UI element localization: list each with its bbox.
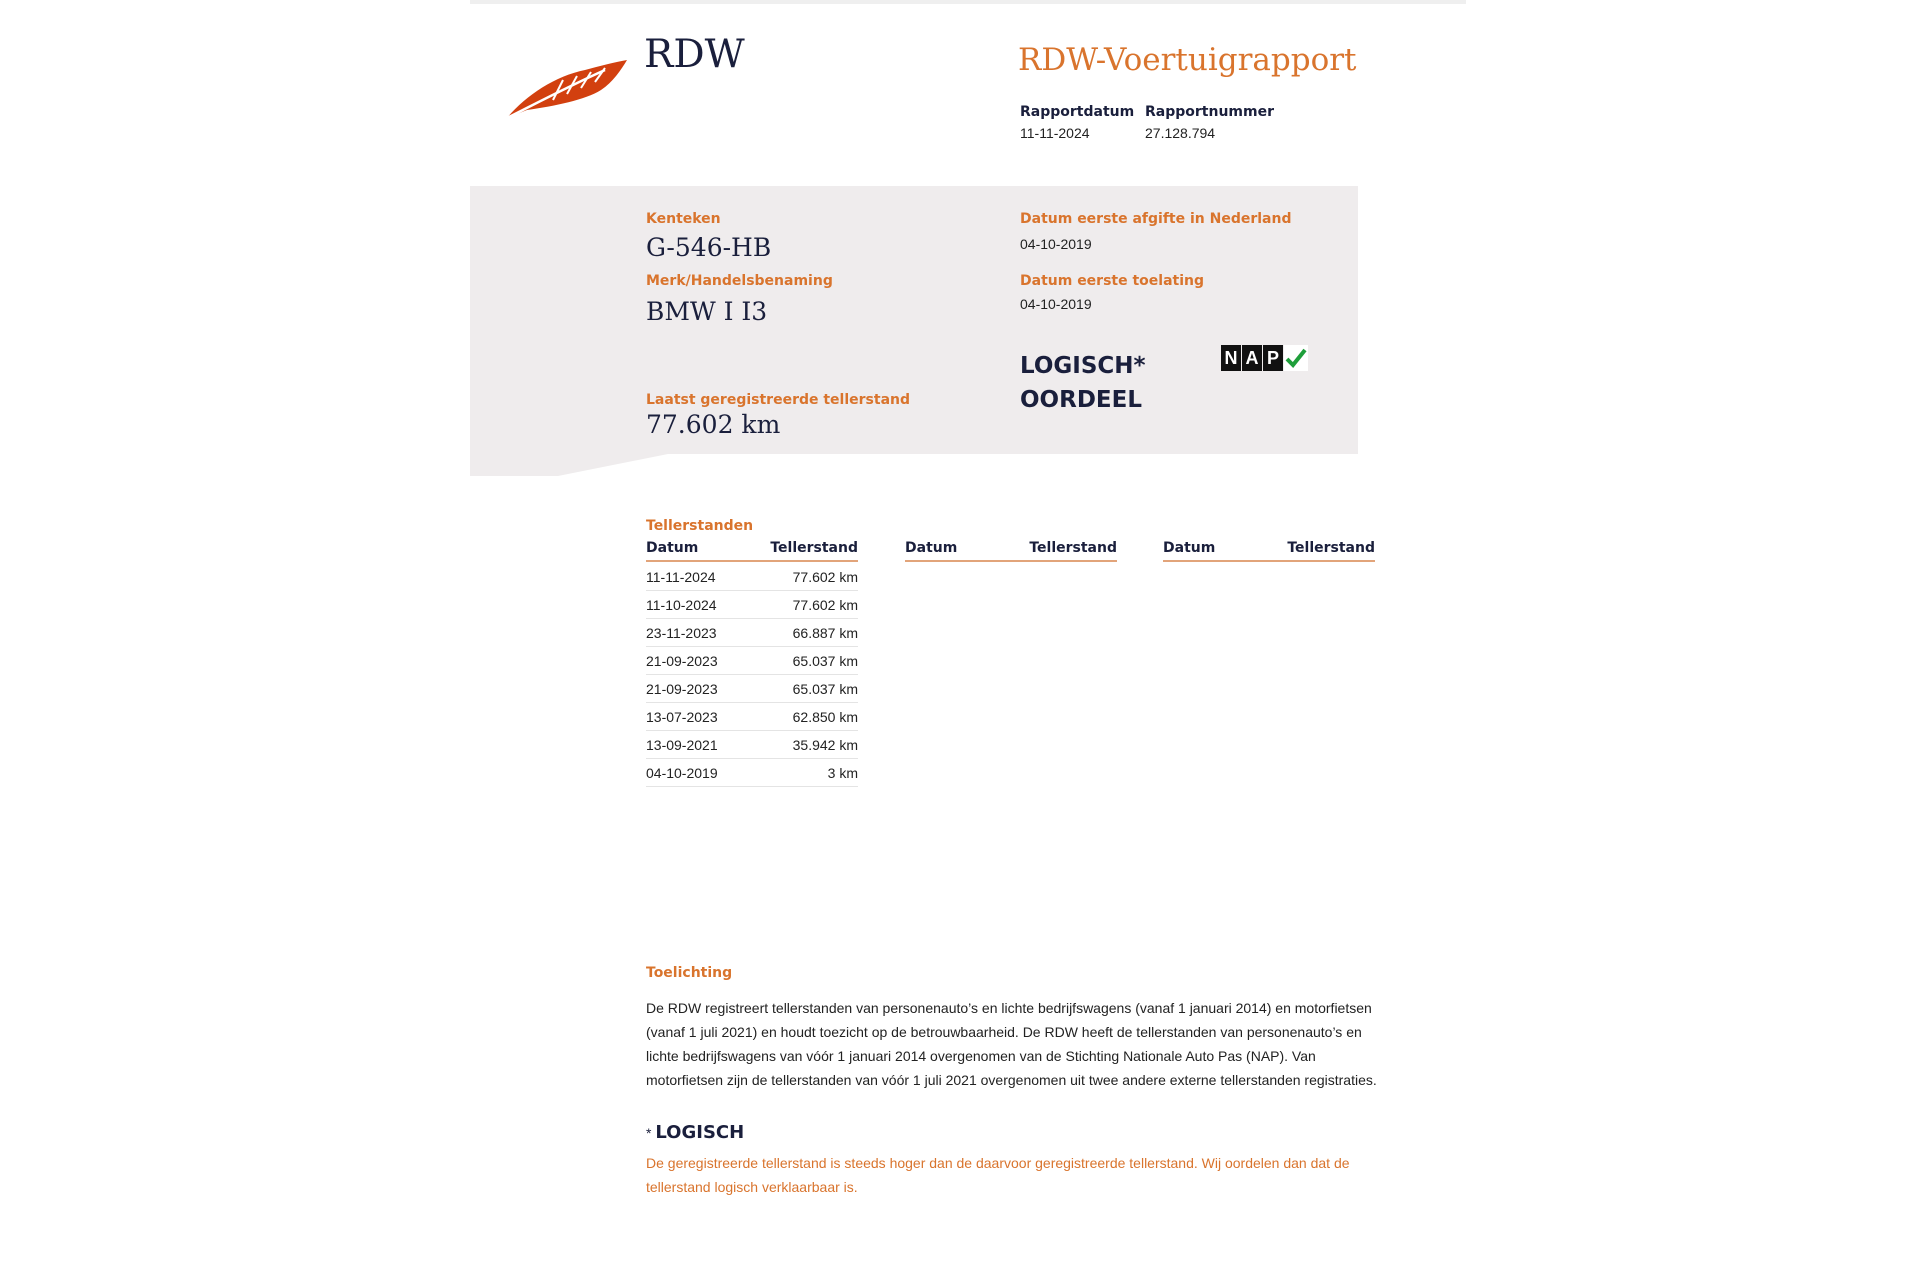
row-value: 35.942 km xyxy=(792,737,858,753)
nap-letter-a: A xyxy=(1242,345,1262,371)
brand-name: RDW xyxy=(644,32,745,77)
odometer-label: Laatst geregistreerde tellerstand xyxy=(646,392,911,408)
row-date: 21-09-2023 xyxy=(646,653,718,669)
verdict-note: De geregistreerde tellerstand is steeds hoger dan de daarvoor geregistreerde tellerstand. Wij oordelen dan dat de tellerstand logisch verklaarbaar is. xyxy=(646,1155,1350,1195)
explanation-title: Toelichting xyxy=(646,965,733,981)
nap-letter-n: N xyxy=(1221,345,1241,371)
panel-tab-slope xyxy=(558,454,668,476)
table-row xyxy=(646,731,858,759)
report-number-label: Rapportnummer xyxy=(1145,104,1274,120)
row-date: 13-07-2023 xyxy=(646,709,718,725)
verdict-line1: LOGISCH* xyxy=(1020,353,1146,379)
header-date: Datum xyxy=(1163,540,1216,556)
first-nl-value: 04-10-2019 xyxy=(1020,236,1092,252)
check-icon xyxy=(1284,345,1308,371)
make-label: Merk/Handelsbenaming xyxy=(646,273,833,289)
table-row xyxy=(646,591,858,619)
footnote-term: LOGISCH xyxy=(655,1122,745,1143)
readings-header-col2 xyxy=(905,540,1117,562)
table-row xyxy=(646,563,858,591)
row-date: 21-09-2023 xyxy=(646,681,718,697)
table-row xyxy=(646,675,858,703)
row-date: 11-11-2024 xyxy=(646,569,716,585)
report-date-label: Rapportdatum xyxy=(1020,104,1135,120)
report-number-block xyxy=(1145,104,1274,141)
row-value: 65.037 km xyxy=(792,653,858,669)
report-title: RDW-Voertuigrapport xyxy=(1018,42,1357,78)
table-row xyxy=(646,703,858,731)
row-date: 04-10-2019 xyxy=(646,765,718,781)
row-value: 77.602 km xyxy=(792,597,858,613)
header-reading: Tellerstand xyxy=(1029,540,1117,556)
nap-badge xyxy=(1221,345,1313,383)
row-date: 13-09-2021 xyxy=(646,737,718,753)
report-date-value: 11-11-2024 xyxy=(1020,125,1090,141)
footnote-star: * xyxy=(646,1125,652,1141)
row-date: 23-11-2023 xyxy=(646,625,717,641)
make-value: BMW I I3 xyxy=(646,297,768,326)
rdw-logo-icon xyxy=(505,56,629,120)
nap-letter-p: P xyxy=(1263,345,1283,371)
report-date-block xyxy=(1020,104,1134,141)
readings-header-col1 xyxy=(646,540,858,562)
first-admission-label: Datum eerste toelating xyxy=(1020,273,1205,289)
readings-header-col3 xyxy=(1163,540,1375,562)
readings-title: Tellerstanden xyxy=(646,518,754,534)
verdict-line2: OORDEEL xyxy=(1020,387,1142,413)
header-reading: Tellerstand xyxy=(1287,540,1375,556)
top-rule xyxy=(470,0,1466,4)
row-date: 11-10-2024 xyxy=(646,597,717,613)
plate-label: Kenteken xyxy=(646,211,721,227)
odometer-value: 77.602 km xyxy=(646,410,781,439)
first-nl-label: Datum eerste afgifte in Nederland xyxy=(1020,211,1292,227)
row-value: 66.887 km xyxy=(792,625,858,641)
row-value: 3 km xyxy=(827,765,858,781)
header-reading: Tellerstand xyxy=(770,540,858,556)
header-date: Datum xyxy=(646,540,699,556)
table-row xyxy=(646,759,858,787)
row-value: 65.037 km xyxy=(792,681,858,697)
report-number-value: 27.128.794 xyxy=(1145,125,1216,141)
row-value: 77.602 km xyxy=(792,569,858,585)
plate-value: G-546-HB xyxy=(646,233,772,262)
verdict-footnote xyxy=(646,1122,744,1143)
table-row xyxy=(646,619,858,647)
row-value: 62.850 km xyxy=(792,709,858,725)
explanation-text: De RDW registreert tellerstanden van personenauto’s en lichte bedrijfswagens (vanaf 1 januari 2014) en motorfietsen (vanaf 1 juli 2021) en houdt toezicht op de betrouwbaarheid. De RDW heeft de tellerstanden van personenauto’s en lichte bedrijfswagens van vóór 1 januari 2014 overgenomen van de Stichting Nationale Auto Pas (NAP). Van motorfietsen zijn de tellerstanden van vóór 1 juli 2021 overgenomen uit twee andere externe tellerstanden registraties. xyxy=(646,1000,1377,1088)
header-date: Datum xyxy=(905,540,958,556)
readings-table xyxy=(646,563,858,787)
verdict xyxy=(1020,349,1180,417)
first-admission-value: 04-10-2019 xyxy=(1020,296,1092,312)
panel-tab xyxy=(470,454,558,476)
table-row xyxy=(646,647,858,675)
